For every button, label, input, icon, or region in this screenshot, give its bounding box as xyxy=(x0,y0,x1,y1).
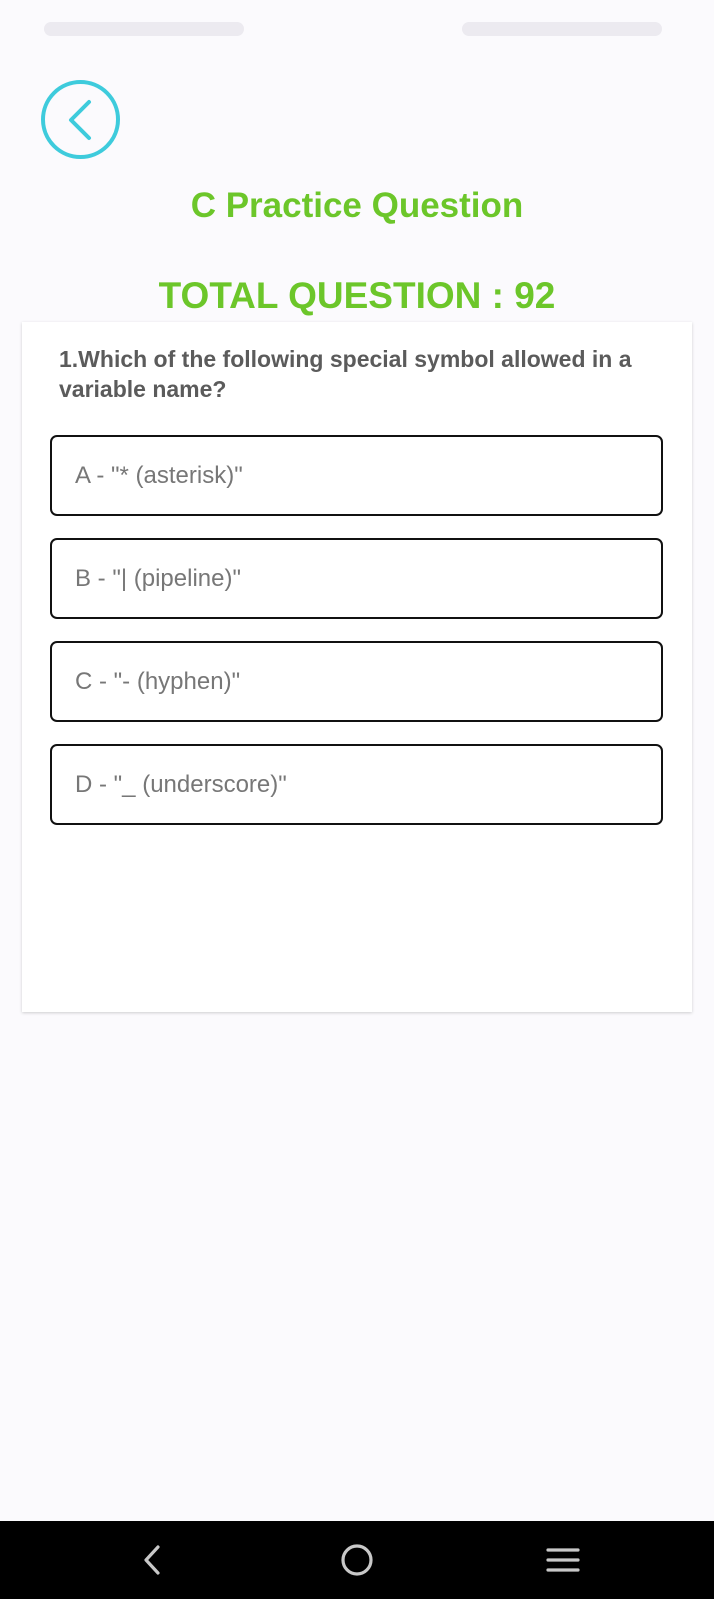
nav-back-button[interactable] xyxy=(92,1521,212,1599)
status-bar-left-icons xyxy=(44,22,244,36)
total-question-label: TOTAL QUESTION : xyxy=(158,275,515,316)
total-question-count xyxy=(0,270,714,322)
nav-back-icon xyxy=(141,1544,163,1576)
option-a-button[interactable]: A - "* (asterisk)" xyxy=(50,435,663,516)
nav-menu-button[interactable] xyxy=(503,1521,623,1599)
total-question-value: 92 xyxy=(514,275,556,316)
status-bar xyxy=(0,0,714,58)
chevron-left-icon xyxy=(61,98,101,142)
system-navigation-bar xyxy=(0,1521,714,1599)
question-text: 1.Which of the following special symbol allowed in a variable name? xyxy=(59,346,632,402)
page-title: C Practice Question xyxy=(190,186,524,225)
nav-home-icon xyxy=(339,1542,375,1578)
option-c-button[interactable]: C - "- (hyphen)" xyxy=(50,641,663,722)
option-d-button[interactable]: D - "_ (underscore)" xyxy=(50,744,663,825)
nav-home-button[interactable] xyxy=(297,1521,417,1599)
status-bar-right-icons xyxy=(462,22,662,36)
back-button[interactable] xyxy=(41,80,120,159)
option-b-button[interactable]: B - "| (pipeline)" xyxy=(50,538,663,619)
nav-menu-icon xyxy=(546,1546,580,1574)
question-card xyxy=(22,322,692,1012)
